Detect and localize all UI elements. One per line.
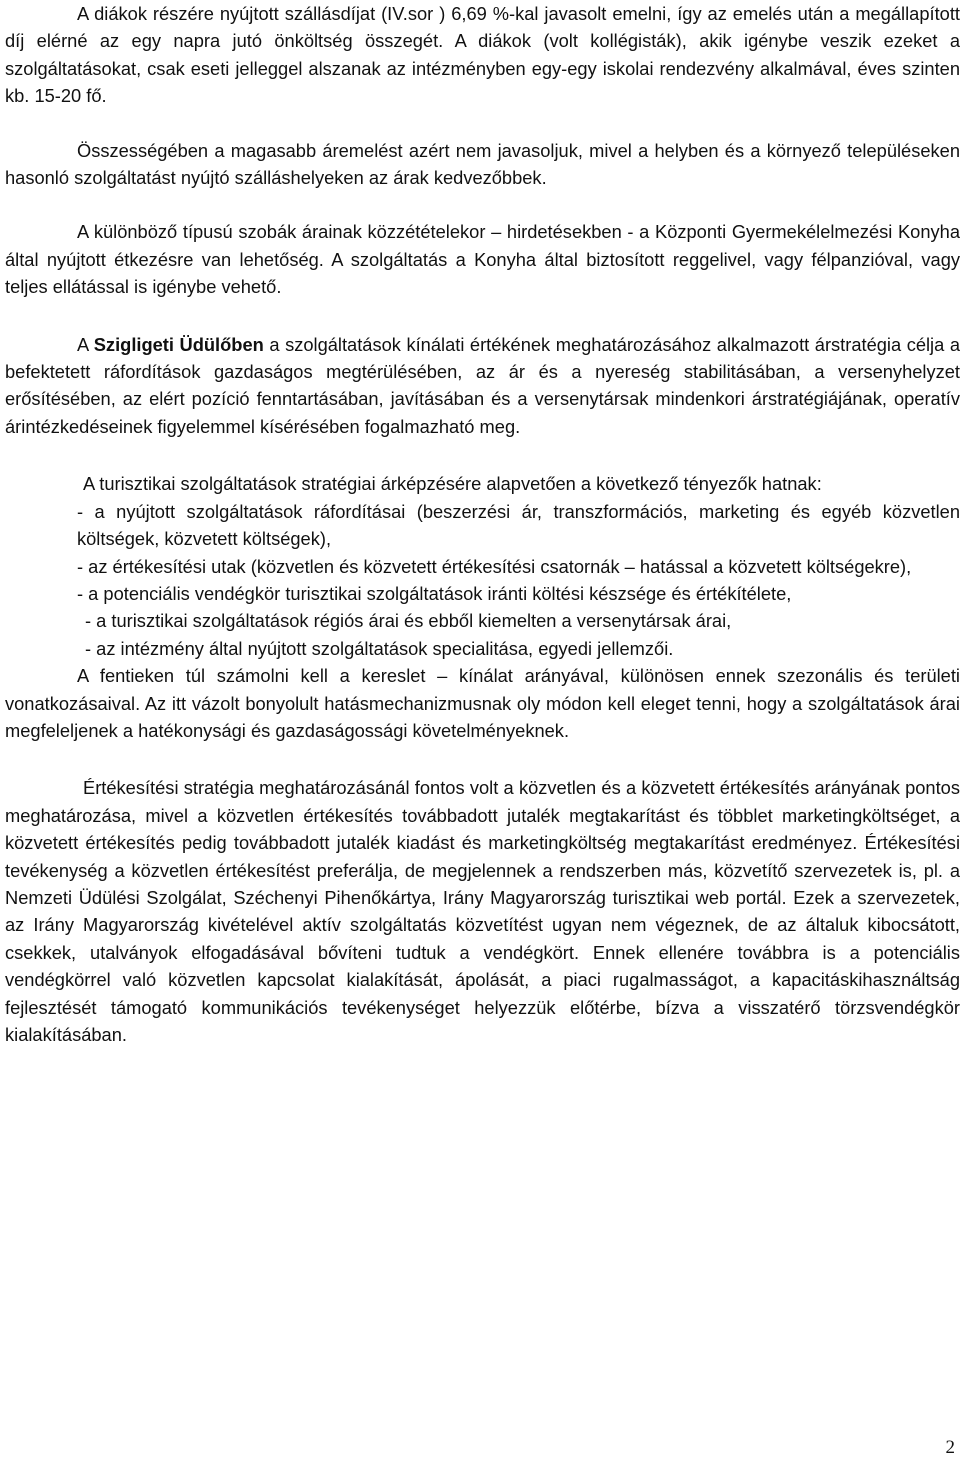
factor-item: - a potenciális vendégkör turisztikai szolgáltatások iránti költési készsége és értékítélete, — [77, 582, 792, 604]
paragraph-gap — [5, 110, 960, 137]
factor-item: - a nyújtott szolgáltatások ráfordításai (beszerzési ár, transzformációs, marketing és egyéb közvetlen költségek, közvetett költségek), — [77, 500, 960, 550]
pricing-strategy-lead: A — [77, 333, 94, 355]
paragraph-gap — [5, 191, 960, 218]
resort-name: Szigligeti Üdülőben — [93, 333, 264, 355]
paragraph-gap — [5, 440, 960, 470]
pricing-strategy-text: a szolgáltatások kínálati értékének meghatározásához alkalmazott árstratégia célja a befektetett ráfordítások gazdaságos megtérülésében, az ár és a nyereség stabilitásában, a versenyhelyzet erősítésében, az elért pozíció fenntartásában, javításában és a versenytársak mindenkori árstratégiájának, operatív árintézkedéseinek figyelemmel kísérésében fogalmazható meg. — [5, 333, 960, 437]
paragraph-accommodation-fee: A diákok részére nyújtott szállásdíjat (IV.sor ) 6,69 %-kal javasolt emelni, így az emelés után a megállapított díj elérné az egy napra jutó önköltség összegét. A diákok (volt kollégisták), akik igénybe veszik ezeket a szolgáltatásokat, csak eseti jelleggel alszanak az intézményben egy-egy iskolai rendezvény alkalmával, éves szinten kb. 15-20 fő. — [5, 3, 960, 107]
factor-item: - az értékesítési utak (közvetlen és közvetett értékesítési csatornák – hatással a közvetett költségekre), — [77, 555, 912, 577]
paragraph-room-prices: A különböző típusú szobák árainak közzétételekor – hirdetésekben - a Központi Gyermekélelmezési Konyha által nyújtott étkezésre van lehetőség. A szolgáltatás a Konyha által biztosított reggelivel, vagy félpanzióval, vagy teljes ellátással is igénybe vehető. — [5, 221, 960, 298]
document-page — [5, 0, 960, 1048]
paragraph-sales-strategy: Értékesítési stratégia meghatározásánál fontos volt a közvetlen és a közvetett értékesítés arányának pontos meghatározása, mivel a közvetlen értékesítés továbbadott jutalék megtakarítást és többlet marketingköltséget, a közvetett értékesítés pedig továbbadott jutalék kiadást és marketingköltség megtakarítást eredményez. Értékesítési tevékenység a közvetlen értékesítést preferálja, de megjelennek a rendszerben más, közvetítő szervezetek is, pl. a Nemzeti Üdülési Szolgálat, Széchenyi Pihenőkártya, Irány Magyarország turisztikai web portál. Ezek a szervezetek, az Irány Magyarország kivételével aktív szolgáltatás közvetítést ugyan nem végeznek, de az általuk kibocsátott, csekkek, utalványok elfogadásával bővíteni tudtuk a vendégkört. Ennek ellenére továbbra is a potenciális vendégkörrel való közvetlen kapcsolat kialakítását, ápolását, a piaci rugalmasságot, a kapacitáskihasználtság fejlesztését támogató kommunikációs tevékenységet helyezzük előtérbe, bízva a visszatérő törzsvendégkör kialakításában. — [5, 777, 960, 1045]
paragraph-gap — [5, 744, 960, 774]
paragraph-price-increase: Összességében a magasabb áremelést azért nem javasoljuk, mivel a helyben és a környező településeken hasonló szolgáltatást nyújtó szálláshelyeken az árak kedvezőbbek. — [5, 139, 960, 189]
paragraph-supply-demand: A fentieken túl számolni kell a kereslet – kínálat arányával, különösen ennek szezonális és területi vonatkozásaival. Az itt vázolt bonyolult hatásmechanizmusnak oly módon kell eleget tenni, hogy a szolgáltatások árai megfeleljenek a hatékonysági és gazdaságossági követelményeknek. — [5, 665, 960, 741]
factor-item: - a turisztikai szolgáltatások régiós árai és ebből kiemelten a versenytársak árai, — [85, 610, 732, 632]
page-number: 2 — [945, 1437, 955, 1458]
paragraph-pricing-strategy — [5, 331, 960, 441]
paragraph-gap — [5, 301, 960, 331]
paragraph-factors-intro: A turisztikai szolgáltatások stratégiai árképzésére alapvetően a következő tényezők hatnak: — [83, 473, 822, 495]
factor-item: - az intézmény által nyújtott szolgáltatások specialitása, egyedi jellemzői. — [85, 637, 674, 659]
